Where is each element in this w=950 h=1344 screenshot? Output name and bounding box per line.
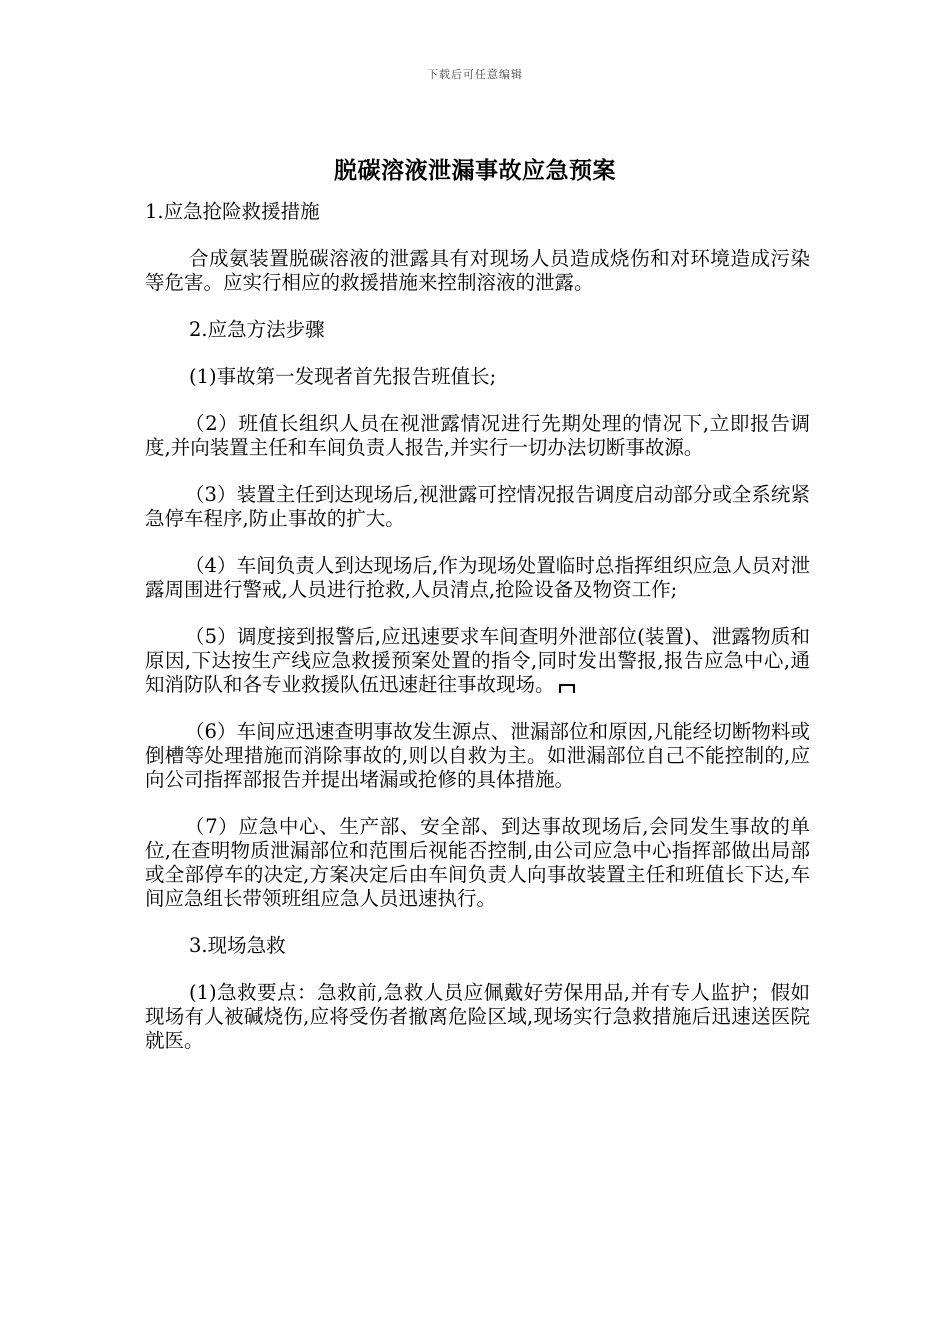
step-5 [145,625,810,697]
document-body [145,200,810,1053]
cursor-bracket-icon [559,684,575,693]
step-7: （7）应急中心、生产部、安全部、到达事故现场后,会同发生事故的单位,在查明物质泄漏部位和范围后视能否控制,由公司应急中心指挥部做出局部或全部停车的决定,方案决定后由车间负责人向事故装置主任和班值长下达,车间应急组长带领班组应急人员迅速执行。 [145,815,810,910]
step-1: (1)事故第一发现者首先报告班值长; [189,365,497,388]
paragraph-intro: 合成氨装置脱碳溶液的泄露具有对现场人员造成烧伤和对环境造成污染等危害。应实行相应的救援措施来控制溶液的泄露。 [145,247,810,294]
section-heading-1: 1.应急抢险救援措施 [145,200,320,223]
step-4: （4）车间负责人到达现场后,作为现场处置临时总指挥组织应急人员对泄露周围进行警戒,人员进行抢救,人员清点,抢险设备及物资工作; [145,554,810,601]
first-aid-1: (1)急救要点：急救前,急救人员应佩戴好劳保用品,并有专人监护；假如现场有人被碱烧伤,应将受伤者撤离危险区域,现场实行急救措施后迅速送医院就医。 [145,981,810,1052]
document-title: 脱碳溶液泄漏事故应急预案 [334,157,616,184]
step-6: （6）车间应迅速查明事故发生源点、泄漏部位和原因,凡能经切断物料或倒槽等处理措施而消除事故的,则以自救为主。如泄漏部位自己不能控制的,应向公司指挥部报告并提出堵漏或抢修的具体措施。 [145,720,810,791]
step-5-text: （5）调度接到报警后,应迅速要求车间查明外泄部位(装置)、泄露物质和原因,下达按生产线应急救援预案处置的指令,同时发出警报,报告应急中心,通知消防队和各专业救援队伍迅速赶往事故现场。 [145,625,810,696]
section-heading-3: 3.现场急救 [189,934,286,957]
step-3: （3）装置主任到达现场后,视泄露可控情况报告调度启动部分或全系统紧急停车程序,防止事故的扩大。 [145,483,810,530]
step-2: （2）班值长组织人员在视泄露情况进行先期处理的情况下,立即报告调度,并向装置主任和车间负责人报告,并实行一切办法切断事故源。 [145,412,810,459]
page-header-note: 下载后可任意编辑 [427,68,523,81]
section-heading-2: 2.应急方法步骤 [189,318,325,341]
